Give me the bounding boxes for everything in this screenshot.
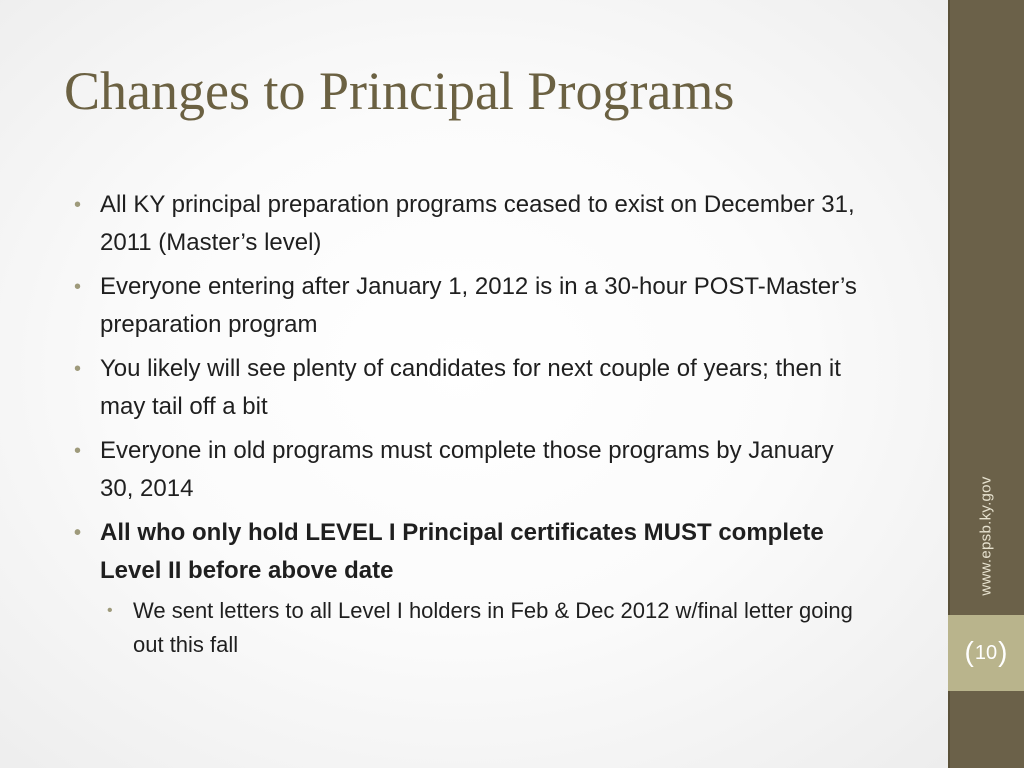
- bullet-dot-icon: •: [74, 276, 82, 298]
- bullet-text: You likely will see plenty of candidates for next couple of years; then it may tail off a bit: [100, 355, 841, 420]
- bullet-text: All who only hold LEVEL I Principal certificates MUST complete Level II before above date: [100, 519, 824, 584]
- sub-bullet-item: [105, 594, 872, 662]
- bullet-item: [72, 268, 872, 344]
- bracket-right: ): [998, 636, 1008, 667]
- bullet-dot-icon: •: [74, 522, 82, 544]
- bullet-text: Everyone in old programs must complete those programs by January 30, 2014: [100, 437, 834, 502]
- page-number: [948, 615, 1024, 691]
- bullet-dot-icon: •: [74, 194, 82, 216]
- bracket-left: (: [964, 636, 974, 667]
- slide-title: Changes to Principal Programs: [64, 61, 735, 121]
- sub-bullet-dot-icon: •: [107, 602, 113, 619]
- bullet-dot-icon: •: [74, 358, 82, 380]
- page-number-value: 10: [974, 641, 998, 664]
- bullet-item: [72, 186, 872, 262]
- bullet-list: [72, 186, 872, 668]
- sub-bullet-text: We sent letters to all Level I holders in Feb & Dec 2012 w/final letter going out this fall: [133, 598, 853, 657]
- website-url: www.epsb.ky.gov: [977, 476, 995, 596]
- bullet-text: All KY principal preparation programs ceased to exist on December 31, 2011 (Master’s level): [100, 191, 855, 256]
- bullet-item: [72, 350, 872, 426]
- page-number-box: [948, 615, 1024, 691]
- bullet-item: [72, 432, 872, 508]
- bullet-text: Everyone entering after January 1, 2012 is in a 30-hour POST-Master’s preparation program: [100, 273, 857, 338]
- bullet-item-emphasis: [72, 514, 872, 662]
- sub-bullet-list: [100, 594, 872, 662]
- bullet-dot-icon: •: [74, 440, 82, 462]
